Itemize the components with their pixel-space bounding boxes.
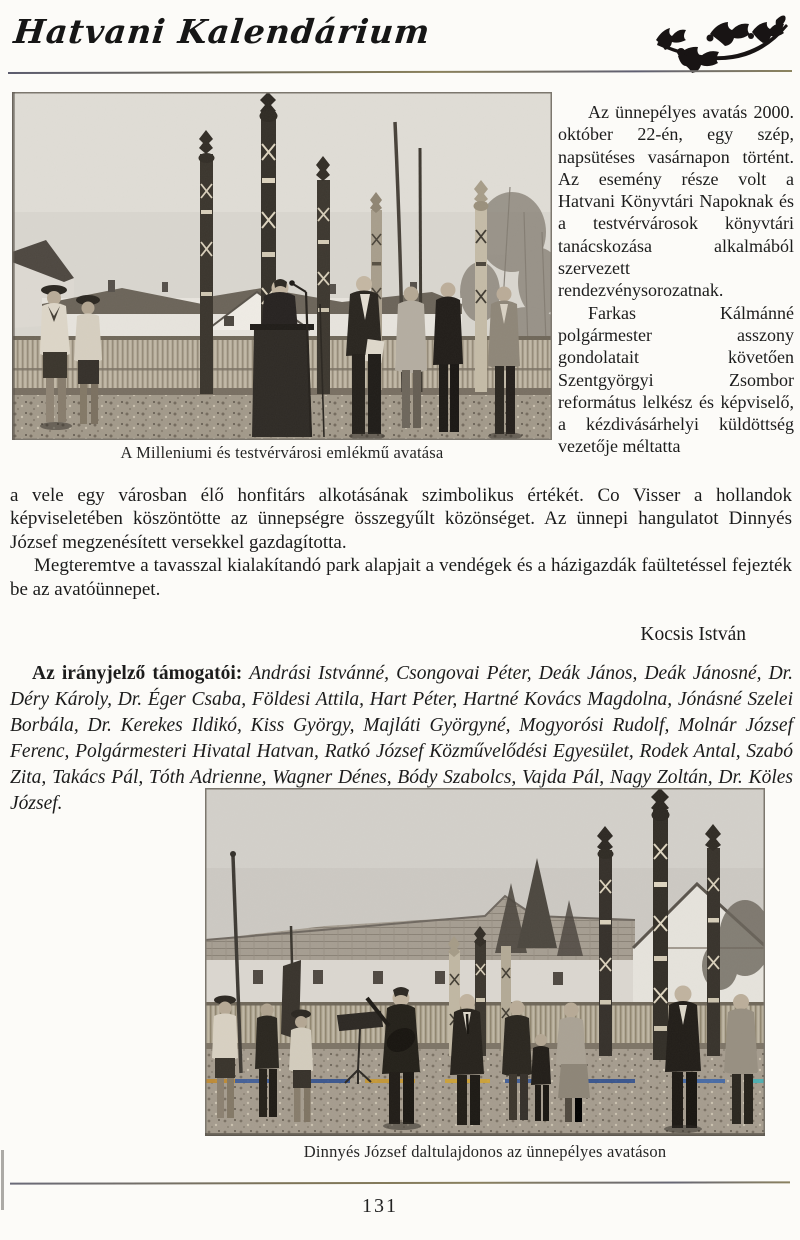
holly-ornament-icon [648, 12, 793, 74]
column-paragraph-1: Az ünnepélyes avatás 2000. október 22-én, egy szép, napsütéses vasárnapon történt. Az esemény része volt a Hatvani Könyvtári Napoknak és a testvérvárosok könyvtári tanácskozása alkalmából szervezett rendezvénysorozatnak. [558, 102, 794, 301]
photo2-caption: Dinnyés József daltulajdonos az ünnepélyes avatáson [303, 1142, 667, 1161]
photo1-caption: A Milleniumi és testvérvárosi emlékmű avatása [120, 443, 444, 462]
intro-column [558, 101, 794, 458]
page-number: 131 [362, 1195, 398, 1217]
body-paragraph-1: a vele egy városban élő honfitárs alkotásának szimbolikus értékét. Co Visser a hollandok képviseletében köszöntötte az ünnepségre összegyűlt közönséget. Az ünnepi hangulatot Dinnyés József megzenésített versekkel gazdagította. [10, 485, 792, 553]
supporters-names: Andrási Istvánné, Csongovai Péter, Deák János, Deák Jánosné, Dr. Déry Károly, Dr. Éger Csaba, Földesi Attila, Hart Péter, Hartné Kovács Magdolna, Jónásné Szelei Borbála, Dr. Kerekes Ildikó, Kiss György, Majláti Györgyné, Mogyorósi Rudolf, Molnár József Ferenc, Polgármesteri Hivatal Hatvan, Ratkó József Közművelődési Egyesület, Rodek Antal, Szabó Zita, Takács Pál, Tóth Adrienne, Wagner Dénes, Bódy Szabolcs, Vajda Pál, Nagy Zoltán, Dr. Köles József. [10, 663, 793, 814]
photo-dinnyes-jozsef [205, 788, 765, 1136]
supporters-label: Az irányjelző támogatói: [32, 663, 243, 684]
page-header-title: Hatvani Kalendárium [11, 12, 433, 51]
author-signature: Kocsis István [640, 624, 746, 645]
photo-millennium-monument [12, 92, 552, 440]
body-paragraph-2: Megteremtve a tavasszal kialakítandó park alapjait a vendégek és a házigazdák faültetéssel fejezték be az avatóünnepet. [10, 555, 792, 600]
footer-divider [10, 1181, 790, 1184]
column-paragraph-2: Farkas Kálmánné polgármester asszony gondolatait követően Szentgyörgyi Zsombor református lelkész és képviselő, a kézdivásárhelyi küldöttség vezetője méltatta [558, 302, 794, 457]
body-text [10, 484, 792, 601]
scan-edge-artifact [1, 1150, 4, 1210]
